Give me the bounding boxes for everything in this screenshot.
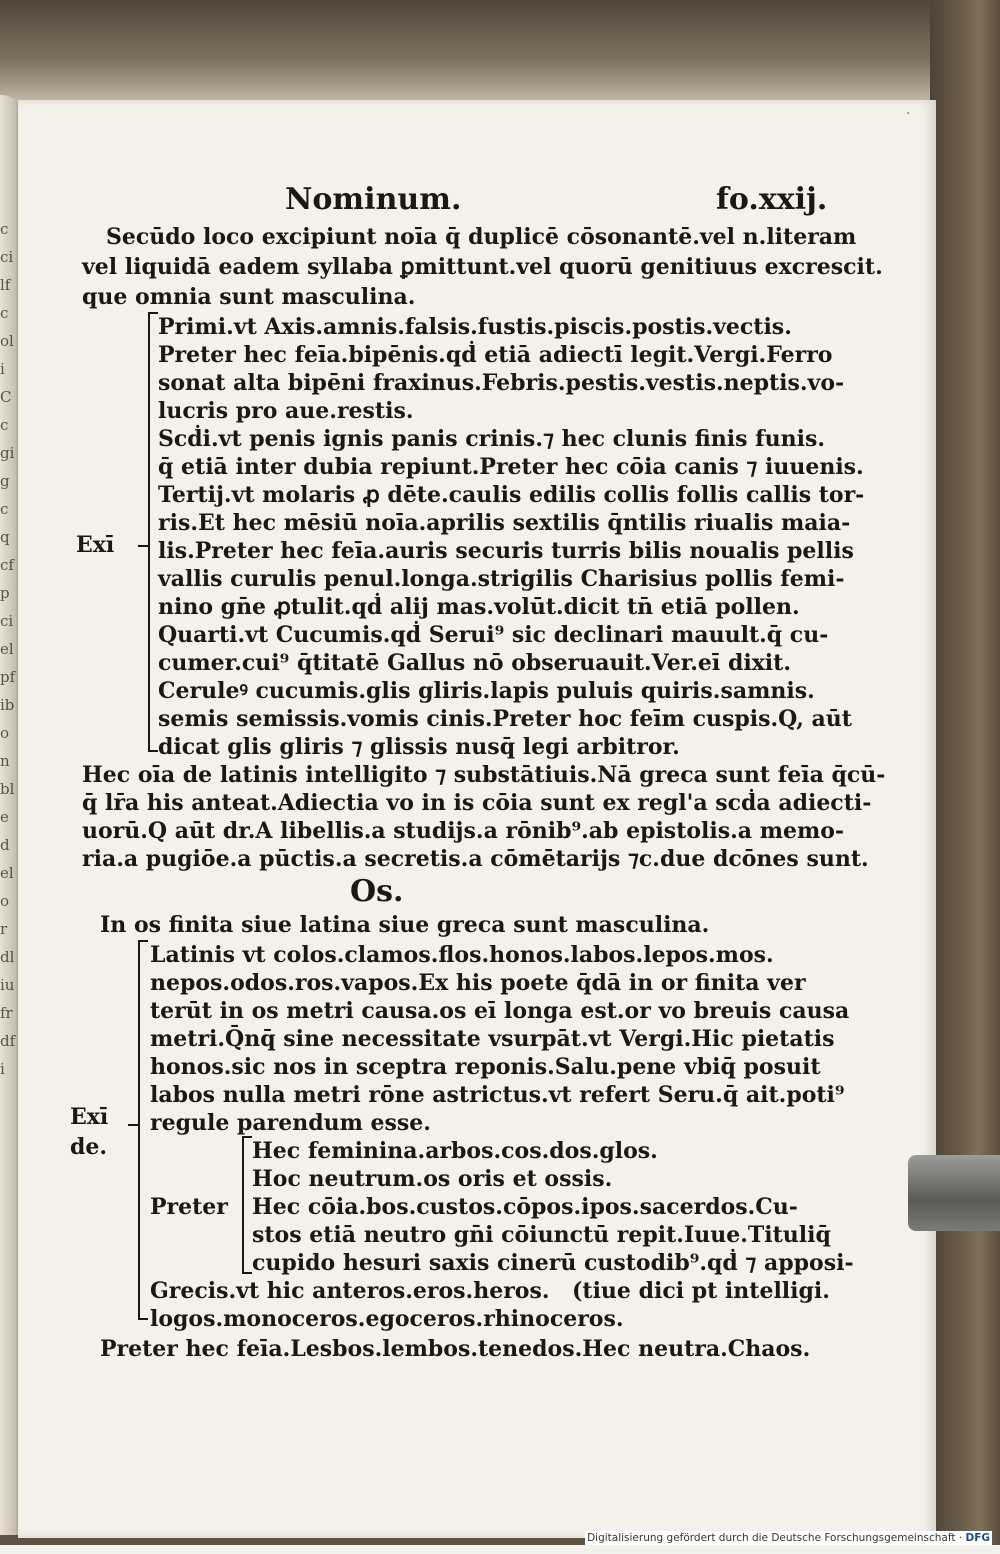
text-line-continuation: (tiue dici pt intelligi. [572, 1278, 830, 1304]
corner-mark: · [906, 106, 911, 122]
text-line: regule parendum esse. [150, 1110, 431, 1136]
funding-notice [585, 1531, 992, 1545]
text-line: In os finita siue latina siue greca sunt masculina. [100, 912, 710, 938]
facing-page-text-bleed: ccilfcoliCcgigcqcfpcielpfibonbledelordliufrdfi [0, 220, 16, 1078]
text-line: Quarti.vt Cucumis.qḋ Serui⁹ sic declinari mauult.q̄ cu- [158, 622, 829, 648]
text-line: dicat glis gliris ⁊ glissis nusq̄ legi arbitror. [158, 734, 680, 760]
brace-tick [128, 1124, 138, 1126]
text-line: Tertij.vt molaris ꝓ dēte.caulis edilis collis follis callis tor- [158, 482, 865, 508]
text-line: ris.Et hec mēsiū noīa.aprilis sextilis q̄ntilis riualis maia- [158, 510, 851, 536]
text-line: Primi.vt Axis.amnis.falsis.fustis.piscis.postis.vectis. [158, 314, 792, 340]
brace-preter [242, 1136, 244, 1272]
text-line: ria.a pugiōe.a pūctis.a secretis.a cōmētarijs ⁊c.due dcōnes sunt. [82, 846, 869, 872]
text-line: logos.monoceros.egoceros.rhinoceros. [150, 1306, 624, 1332]
margin-note-excipiunt: Exī [76, 532, 115, 558]
text-line: uorū.Q aūt dr.A libellis.a studijs.a rōnib⁹.ab epistolis.a memo- [82, 818, 845, 844]
text-line: lis.Preter hec feīa.auris securis turris bilis noualis pellis [158, 538, 854, 564]
margin-note-de: de. [70, 1134, 108, 1160]
text-line: Preter hec feīa.Lesbos.lembos.tenedos.Hec neutra.Chaos. [100, 1336, 811, 1362]
funding-notice-text: Digitalisierung gefördert durch die Deutsche Forschungsgemeinschaft · [587, 1532, 963, 1544]
brace-tick [242, 1136, 252, 1138]
text-line: Hec cōia.bos.custos.cōpos.ipos.sacerdos.Cu- [252, 1194, 798, 1220]
text-line: Grecis.vt hic anteros.eros.heros. [150, 1278, 550, 1304]
text-line: Latinis vt colos.clamos.flos.honos.labos.lepos.mos. [150, 942, 774, 968]
brace-tick [242, 1272, 252, 1274]
text-line: stos etiā neutro gn̄i cōiunctū repit.Iuue.Tituliq̄ [252, 1222, 831, 1248]
page-clamp [908, 1155, 1000, 1231]
text-line: q̄ lr̄a his anteat.Adiectia vo in is cōia sunt ex regl'a scḋa adiecti- [82, 790, 872, 816]
margin-note-preter: Preter [150, 1194, 228, 1220]
text-line: nepos.odos.ros.vapos.Ex his poete q̄dā in or finita ver [150, 970, 806, 996]
brace-tick [138, 545, 148, 547]
text-line: lucris pro aue.restis. [158, 398, 414, 424]
text-line: vallis curulis penul.longa.strigilis Charisius pollis femi- [158, 566, 845, 592]
brace-tick [138, 940, 148, 942]
folio-number: fo.xxij. [716, 182, 828, 217]
text-line: vel liquidā eadem syllaba ꝑmittunt.vel quorū genitiuus excrescit. [82, 254, 883, 280]
text-line: cumer.cui⁹ q̄titatē Gallus nō obseruauit.Ver.eī dixit. [158, 650, 791, 676]
text-line: Hoc neutrum.os oris et ossis. [252, 1166, 613, 1192]
text-line: labos nulla metri rōne astrictus.vt refert Seru.q̄ ait.poti⁹ [150, 1082, 845, 1108]
text-line: que omnia sunt masculina. [82, 284, 416, 310]
text-line: Preter hec feīa.bipēnis.qḋ etiā adiectī legit.Vergi.Ferro [158, 342, 833, 368]
text-line: cupido hesuri saxis cinerū custodib⁹.qḋ ⁊ apposi- [252, 1250, 854, 1276]
text-line: honos.sic nos in sceptra reponis.Salu.pene vbiq̄ posuit [150, 1054, 821, 1080]
text-line: terūt in os metri causa.os eī longa est.or vo breuis causa [150, 998, 850, 1024]
text-line: Hec oīa de latinis intelligito ⁊ substātiuis.Nā greca sunt feīa q̄cū- [82, 762, 886, 788]
brace-excipiunt [148, 312, 150, 750]
text-line: metri.Q̄nq̄ sine necessitate vsurpāt.vt Vergi.Hic pietatis [150, 1026, 835, 1052]
text-line: Hec feminina.arbos.cos.dos.glos. [252, 1138, 658, 1164]
brace-os-outer [138, 940, 140, 1318]
brace-tick [148, 750, 158, 752]
text-line: q̄ etiā inter dubia repiunt.Preter hec cōia canis ⁊ iuuenis. [158, 454, 864, 480]
brace-tick [148, 312, 158, 314]
section-heading-os: Os. [350, 874, 404, 909]
text-line: sonat alta bipēni fraxinus.Febris.pestis.vestis.neptis.vo- [158, 370, 845, 396]
text-line: Ceruleꝰ cucumis.glis gliris.lapis puluis quiris.samnis. [158, 678, 815, 704]
text-line: Secūdo loco excipiunt noīa q̄ duplicē cōsonantē.vel n.literam [106, 224, 857, 250]
text-line: nino gn̄e ꝓtulit.qḋ alij mas.volūt.dicit tn̄ etiā pollen. [158, 594, 800, 620]
running-head: Nominum. [285, 182, 462, 217]
text-line: semis semissis.vomis cinis.Preter hoc feīm cuspis.Q, aūt [158, 706, 852, 732]
book-cover-edge [930, 0, 1000, 1545]
margin-note-excipiunt: Exī [70, 1104, 109, 1130]
dfg-logo: DFG [965, 1532, 990, 1544]
brace-tick [138, 1318, 148, 1320]
page-edges-top [0, 0, 960, 110]
text-line: Scḋi.vt penis ignis panis crinis.⁊ hec clunis finis funis. [158, 426, 826, 452]
footer-strip [0, 1545, 1000, 1554]
